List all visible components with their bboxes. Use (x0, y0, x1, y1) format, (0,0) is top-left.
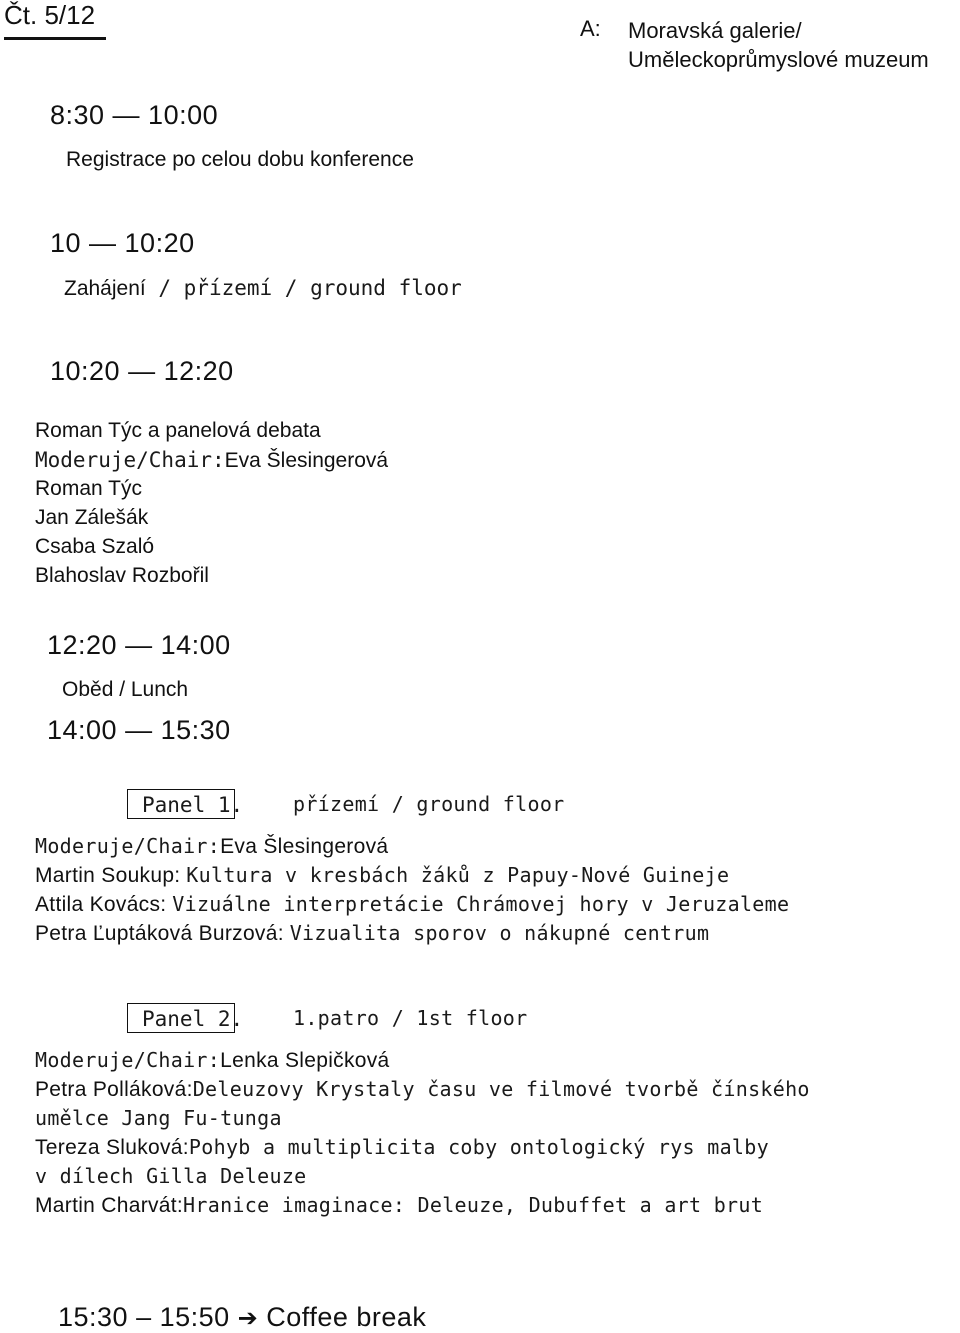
lunch-time: 12:20 — 14:00 (47, 630, 231, 660)
lunch-title: Oběd / Lunch (62, 678, 189, 701)
debate-chair-label: Moderuje/Chair: (35, 448, 225, 472)
panel-1-talk (35, 921, 709, 946)
opening-location: / přízemí / ground floor (145, 276, 462, 300)
talk-title: Deleuzovy Krystaly času ve filmové tvorbě čínského (192, 1077, 810, 1101)
panels-time: 14:00 — 15:30 (47, 715, 231, 745)
panel-2-location: 1.patro / 1st floor (293, 1006, 528, 1030)
venue-line-1: Moravská galerie/ (628, 18, 802, 43)
coffee-title: Coffee break (266, 1302, 427, 1332)
talk-title: Vizualita sporov o nákupné centrum (289, 921, 710, 945)
panel-2-chair-label: Moderuje/Chair: (35, 1048, 221, 1072)
talk-speaker: Martin Charvát: (35, 1194, 184, 1217)
coffee-line (58, 1302, 426, 1333)
talk-speaker: Martin Soukup: (35, 864, 181, 887)
panel-1-chair-label: Moderuje/Chair: (35, 834, 221, 858)
panel-1-talk (35, 863, 729, 888)
venue-line-2: Uměleckoprůmyslové muzeum (628, 47, 929, 72)
panel-2-chair-name: Lenka Slepičková (220, 1049, 390, 1072)
talk-speaker: Attila Kovács: (35, 893, 167, 916)
panel-1-talk (35, 892, 789, 917)
venue-label: A: (580, 16, 601, 41)
panel-1-chair-name: Eva Šlesingerová (220, 835, 389, 858)
talk-speaker: Petra Ľuptáková Burzová: (35, 922, 284, 945)
panel-1-chair (35, 834, 388, 859)
panel-2-label: Panel 2. (127, 1003, 235, 1033)
panel-1-location: přízemí / ground floor (293, 792, 565, 816)
debate-chair-name: Eva Šlesingerová (224, 449, 389, 472)
debate-title: Roman Týc a panelová debata (35, 419, 321, 442)
opening-title: Zahájení (64, 277, 146, 300)
debate-participant: Jan Zálešák (35, 506, 149, 529)
registration-title: Registrace po celou dobu konference (66, 148, 414, 171)
panel-2-talk (35, 1077, 810, 1102)
talk-title: Hranice imaginace: Deleuze, Dubuffet a art brut (183, 1193, 764, 1217)
panel-2-talk (35, 1135, 769, 1160)
arrow-right-icon: ➔ (237, 1305, 259, 1332)
debate-chair (35, 448, 388, 473)
registration-time: 8:30 — 10:00 (50, 100, 219, 130)
venue-name (628, 16, 929, 74)
panel-1-label: Panel 1. (127, 789, 235, 819)
talk-speaker: Petra Polláková: (35, 1078, 193, 1101)
debate-participant: Roman Týc (35, 477, 142, 500)
panel-2-talk (35, 1193, 763, 1218)
day-header: Čt. 5/12 (4, 0, 106, 40)
debate-participant: Blahoslav Rozbořil (35, 564, 209, 587)
opening-time: 10 — 10:20 (50, 228, 195, 258)
coffee-time: 15:30 – 15:50 (58, 1302, 230, 1332)
opening-line (64, 276, 462, 301)
debate-time: 10:20 — 12:20 (50, 356, 234, 386)
talk-title: Pohyb a multiplicita coby ontologický rys malby (188, 1135, 769, 1159)
talk-title-continued: v dílech Gilla Deleuze (35, 1164, 307, 1188)
talk-title-continued: umělce Jang Fu-tunga (35, 1106, 282, 1130)
talk-title: Kultura v kresbách žáků z Papuy-Nové Guineje (186, 863, 730, 887)
talk-speaker: Tereza Sluková: (35, 1136, 189, 1159)
debate-participant: Csaba Szaló (35, 535, 155, 558)
talk-title: Vizuálne interpretácie Chrámovej hory v Jeruzaleme (172, 892, 790, 916)
panel-2-chair (35, 1048, 390, 1073)
